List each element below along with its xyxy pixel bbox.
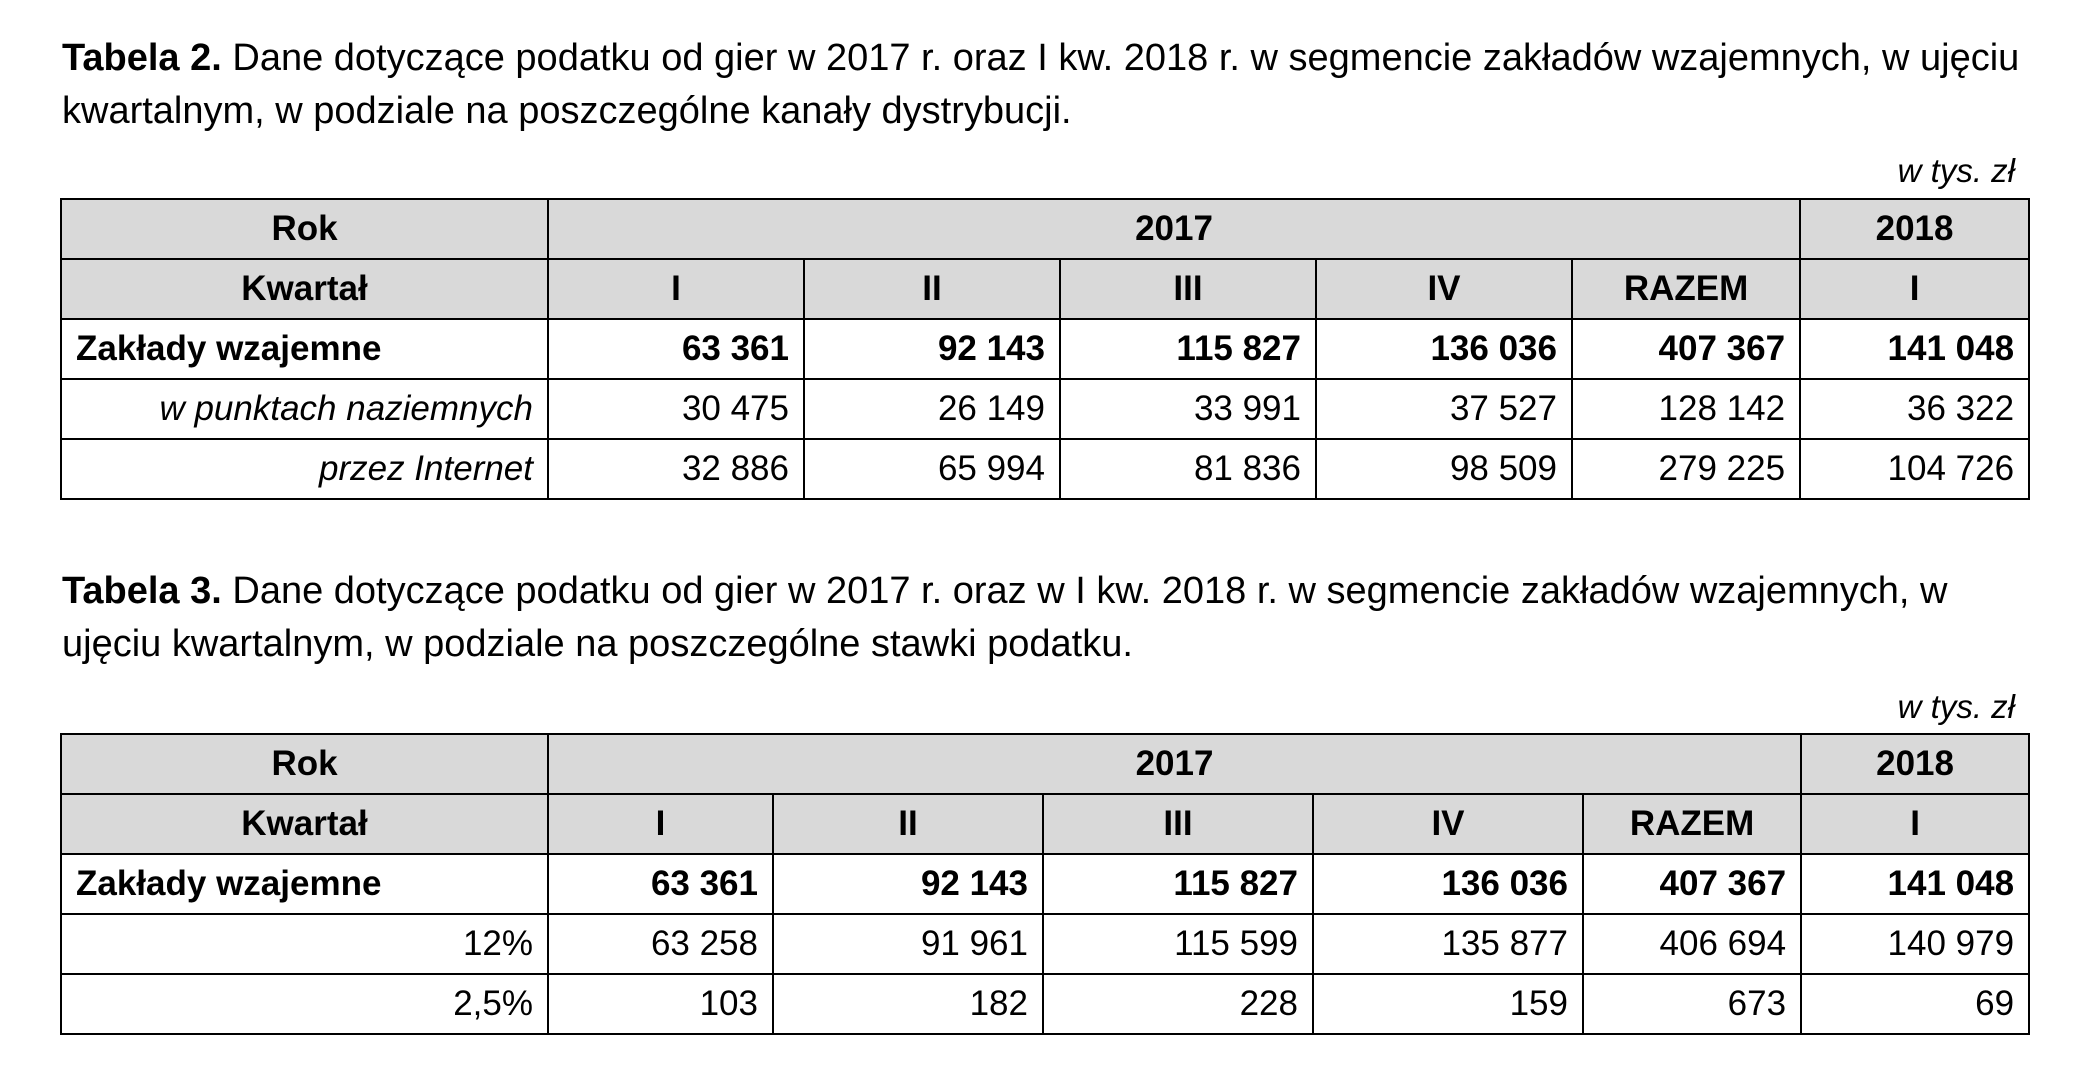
table-row	[61, 914, 2029, 974]
table2-cell: 36 322	[1800, 379, 2029, 439]
table2-quarter-header: I	[1800, 259, 2029, 319]
table2-row-label: przez Internet	[61, 439, 548, 499]
table2-quarter-header: III	[1060, 259, 1316, 319]
table3-quarter-header: III	[1043, 794, 1313, 854]
table-row	[61, 974, 2029, 1034]
table3-kwartal-header: Kwartał	[61, 794, 548, 854]
table2-kwartal-header: Kwartał	[61, 259, 548, 319]
table3-quarter-header: RAZEM	[1583, 794, 1801, 854]
table2-cell: 30 475	[548, 379, 804, 439]
table3-cell: 135 877	[1313, 914, 1583, 974]
table2-cell: 98 509	[1316, 439, 1572, 499]
table2-cell: 32 886	[548, 439, 804, 499]
table3-year-2018-header: 2018	[1801, 734, 2029, 794]
table3-cell: 140 979	[1801, 914, 2029, 974]
table2-cell: 65 994	[804, 439, 1060, 499]
table3-unit: w tys. zł	[1897, 688, 2015, 725]
table2-rok-header: Rok	[61, 199, 548, 259]
table3-cell: 115 827	[1043, 854, 1313, 914]
table2	[60, 198, 2030, 500]
table3-cell: 407 367	[1583, 854, 1801, 914]
table3-caption-label: Tabela 3.	[62, 570, 222, 612]
table3-row-label: 12%	[61, 914, 548, 974]
table2-year-2017-header: 2017	[548, 199, 1800, 259]
table2-quarter-header: I	[548, 259, 804, 319]
table3-quarter-row	[61, 794, 2029, 854]
table2-quarter-row	[61, 259, 2029, 319]
table-row	[61, 439, 2029, 499]
table2-cell: 81 836	[1060, 439, 1316, 499]
table3-cell: 228	[1043, 974, 1313, 1034]
table3-quarter-header: II	[773, 794, 1043, 854]
table3-cell: 63 258	[548, 914, 773, 974]
table2-caption-label: Tabela 2.	[62, 37, 222, 79]
table2-cell: 104 726	[1800, 439, 2029, 499]
table3-caption-text: Dane dotyczące podatku od gier w 2017 r. oraz w I kw. 2018 r. w segmencie zakładów wzajemnych, w ujęciu kwartalnym, w podziale na poszczególne stawki podatku.	[62, 570, 1948, 665]
table3-cell: 159	[1313, 974, 1583, 1034]
table3-quarter-header: I	[1801, 794, 2029, 854]
table2-cell: 279 225	[1572, 439, 1800, 499]
table3-cell: 103	[548, 974, 773, 1034]
table3-year-2017-header: 2017	[548, 734, 1801, 794]
table3	[60, 733, 2030, 1035]
table3-quarter-header: IV	[1313, 794, 1583, 854]
table2-cell: 26 149	[804, 379, 1060, 439]
table2-row-label: Zakłady wzajemne	[61, 319, 548, 379]
table3-rok-header: Rok	[61, 734, 548, 794]
table3-quarter-header: I	[548, 794, 773, 854]
table2-cell: 37 527	[1316, 379, 1572, 439]
table3-row-label: Zakłady wzajemne	[61, 854, 548, 914]
table3-row-label: 2,5%	[61, 974, 548, 1034]
table2-quarter-header: II	[804, 259, 1060, 319]
table2-quarter-header: IV	[1316, 259, 1572, 319]
table3-cell: 136 036	[1313, 854, 1583, 914]
table2-cell: 92 143	[804, 319, 1060, 379]
table3-cell: 115 599	[1043, 914, 1313, 974]
table2-cell: 407 367	[1572, 319, 1800, 379]
table-row	[61, 319, 2029, 379]
table2-year-row	[61, 199, 2029, 259]
table2-cell: 141 048	[1800, 319, 2029, 379]
table2-unit: w tys. zł	[1897, 152, 2015, 189]
table3-cell: 406 694	[1583, 914, 1801, 974]
table3-cell: 92 143	[773, 854, 1043, 914]
table2-year-2018-header: 2018	[1800, 199, 2029, 259]
table3-cell: 141 048	[1801, 854, 2029, 914]
table2-cell: 128 142	[1572, 379, 1800, 439]
table-row	[61, 379, 2029, 439]
table3-cell: 91 961	[773, 914, 1043, 974]
table3-year-row	[61, 734, 2029, 794]
table2-cell: 115 827	[1060, 319, 1316, 379]
table2-caption	[62, 32, 2042, 138]
table2-cell: 33 991	[1060, 379, 1316, 439]
table-row	[61, 854, 2029, 914]
table3-cell: 673	[1583, 974, 1801, 1034]
table2-quarter-header: RAZEM	[1572, 259, 1800, 319]
table2-row-label: w punktach naziemnych	[61, 379, 548, 439]
table2-cell: 63 361	[548, 319, 804, 379]
table3-cell: 69	[1801, 974, 2029, 1034]
table3-cell: 182	[773, 974, 1043, 1034]
table3-cell: 63 361	[548, 854, 773, 914]
table2-caption-text: Dane dotyczące podatku od gier w 2017 r. oraz I kw. 2018 r. w segmencie zakładów wzajemnych, w ujęciu kwartalnym, w podziale na poszczególne kanały dystrybucji.	[62, 37, 2020, 132]
table3-caption	[62, 565, 2042, 671]
table2-cell: 136 036	[1316, 319, 1572, 379]
